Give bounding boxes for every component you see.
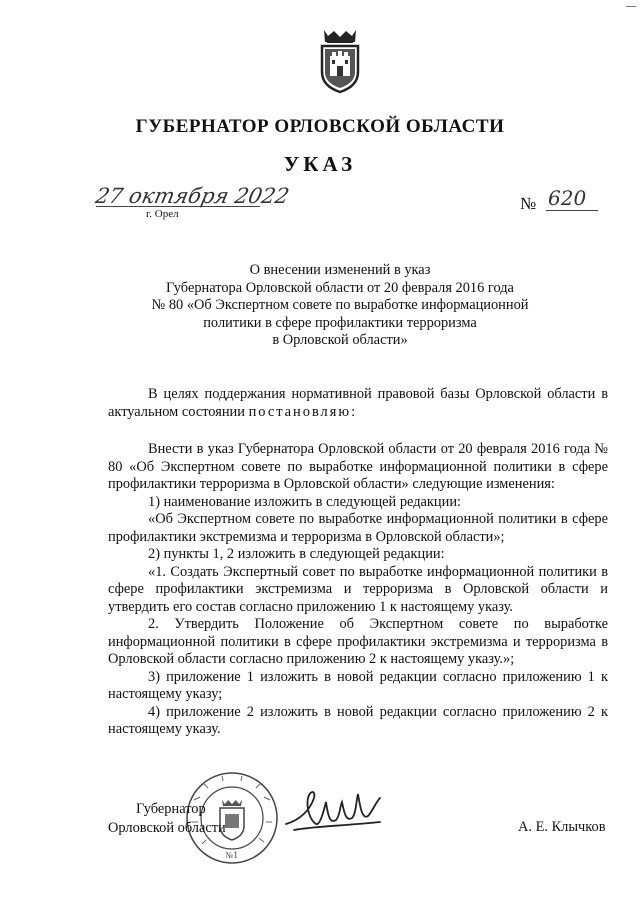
preamble [108,386,608,421]
subject-line: в Орловской области» [272,332,408,349]
handwritten-signature-icon [280,780,392,842]
stamp-number: №1 [225,851,239,860]
subject-line: Губернатора Орловской области от 20 февраля 2016 года [166,279,514,296]
signatory-title [108,800,226,838]
subject-line: политики в сфере профилактики терроризма [203,314,477,331]
decree-word: постановляю: [248,403,358,420]
coat-of-arms-icon [318,28,362,94]
body-paragraph: 4) приложение 2 изложить в новой редакции согласно приложению 2 к настоящему указу. [108,703,608,737]
document-date: 27 октября 2022 [93,184,292,208]
date-underline [96,206,260,207]
org-title: ГУБЕРНАТОР ОРЛОВСКОЙ ОБЛАСТИ [135,116,505,137]
body-paragraph: 1) наименование изложить в следующей редакции: [148,493,462,510]
body-paragraph: 2) пункты 1, 2 изложить в следующей редакции: [148,546,445,562]
signatory-name: А. Е. Клычков [518,819,606,835]
number-underline [546,210,598,211]
body-paragraph: Внести в указ Губернатора Орловской области от 20 февраля 2016 года № 80 «Об Экспертном совете по выработке информационной политики в сфере профилактики терроризма в Орловской области» следующие изменения: [108,441,608,492]
decree-body [108,441,608,739]
body-paragraph: 3) приложение 1 изложить в новой редакции согласно приложению 1 к настоящему указу; [108,668,608,702]
subject-line: О внесении изменений в указ [249,262,431,278]
signatory-title-line2: Орловской области [108,820,226,836]
body-paragraph: «Об Экспертном совете по выработке информационной политики в сфере профилактики экстремизма и терроризма в Орловской области»; [108,511,608,545]
document-number-label: № [520,194,537,213]
document-city: г. Орел [146,208,179,220]
preamble-text: В целях поддержания нормативной правовой базы Орловской области в актуальном состоянии [108,386,608,420]
document-subject [150,262,530,350]
subject-line: № 80 «Об Экспертном совете по выработке информационной [151,297,529,314]
corner-mark [626,6,636,7]
document-type-title: УКАЗ [283,152,357,176]
body-paragraph: 2. Утвердить Положение об Экспертном совете по выработке информационной политики в сфере профилактики экстремизма и терроризма в Орловской области согласно приложению 2 к настоящему указу.»; [108,616,608,667]
signatory-title-line1: Губернатор [136,801,206,817]
document-number: 620 [548,186,587,210]
body-paragraph: «1. Создать Экспертный совет по выработке информационной политики в сфере профилактики экстремизма и терроризма в Орловской области и утвердить его состав согласно приложению 1 к настоящему указу. [108,563,608,615]
